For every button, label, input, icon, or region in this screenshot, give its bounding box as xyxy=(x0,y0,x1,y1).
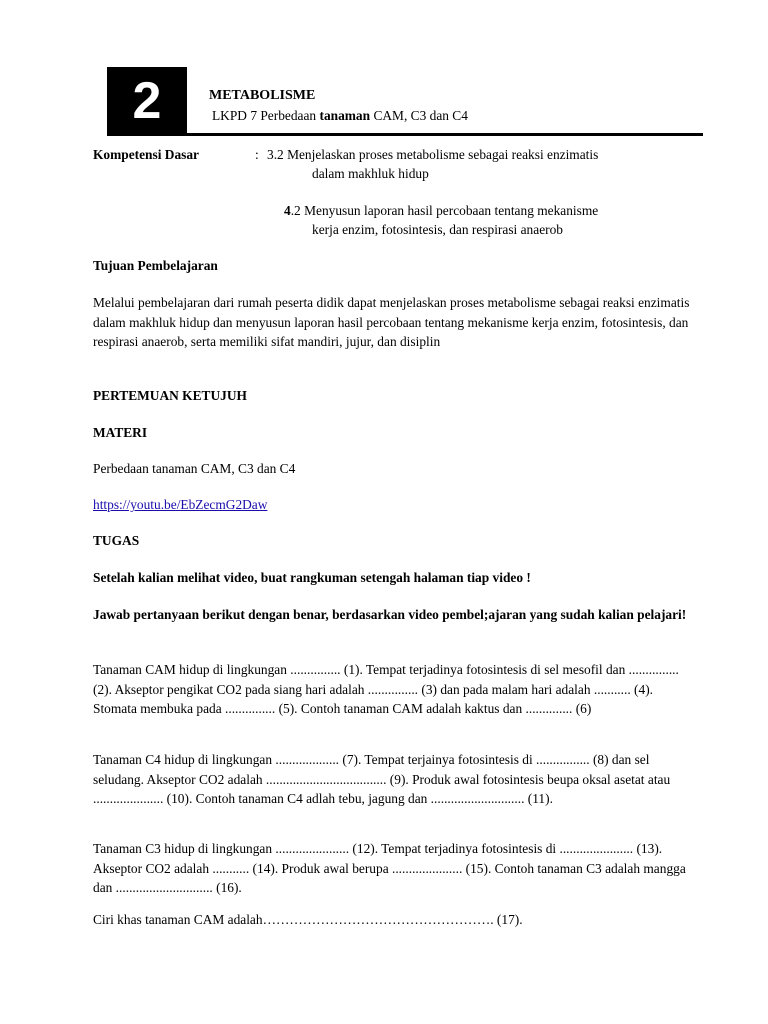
question-c4: Tanaman C4 hidup di lingkungan ................... (7). Tempat terjainya fotosintesis di ................ (8) dan sel seludang. Akseptor CO2 adalah .................................... (9). Produk awal fotosintesis beupa oksal asetat atau ..................... (10). Contoh tanaman C4 adlah tebu, jagung dan ............................ (11). xyxy=(93,752,671,806)
kd1-line2: dalam makhluk hidup xyxy=(312,166,429,181)
materi-text: Perbedaan tanaman CAM, C3 dan C4 xyxy=(93,461,296,476)
chapter-number-box xyxy=(107,67,187,135)
kd2-text: .2 Menyusun laporan hasil percobaan tentang mekanisme xyxy=(290,203,599,218)
materi-heading: MATERI xyxy=(93,425,148,440)
chapter-number: 2 xyxy=(132,72,162,130)
tujuan-text: Melalui pembelajaran dari rumah peserta didik dapat menjelaskan proses metabolisme sebagai reaksi enzimatis dalam makhluk hidup dan menyusun laporan hasil percobaan tentang mekanisme kerja enzim, fotosintesis, dan respirasi anaerob, serta memiliki sifat mandiri, jujur, dan disiplin xyxy=(93,295,690,349)
kompetensi-label: Kompetensi Dasar xyxy=(93,147,200,162)
question-ciri-cam: Ciri khas tanaman CAM adalah……………………………………………. (17). xyxy=(93,912,523,927)
pertemuan-heading: PERTEMUAN KETUJUH xyxy=(93,388,247,403)
tugas-heading: TUGAS xyxy=(93,533,140,548)
kd2-line1 xyxy=(284,203,598,219)
instruction-summary: Setelah kalian melihat video, buat rangkuman setengah halaman tiap video ! xyxy=(93,570,531,585)
header-rule xyxy=(107,133,703,136)
subtitle-pre: LKPD 7 Perbedaan xyxy=(212,108,320,123)
subtitle-post: CAM, C3 dan C4 xyxy=(370,108,468,123)
video-link[interactable]: https://youtu.be/EbZecmG2Daw xyxy=(93,497,268,512)
chapter-subtitle xyxy=(212,108,468,124)
kd2-number: 4 xyxy=(284,203,291,218)
question-c3: Tanaman C3 hidup di lingkungan ...................... (12). Tempat terjadinya fotosintesis di ...................... (13). Akseptor CO2 adalah ........... (14). Produk awal berupa ..................... (15). Contoh tanaman C3 adalah mangga dan ............................. (16). xyxy=(93,841,686,895)
tujuan-heading: Tujuan Pembelajaran xyxy=(93,258,218,273)
question-cam: Tanaman CAM hidup di lingkungan ............... (1). Tempat terjadinya fotosintesis di sel mesofil dan ............... (2). Akseptor pengikat CO2 pada siang hari adalah ............... (3) dan pada malam hari adalah ........... (4). Stomata membuka pada ............... (5). Contoh tanaman CAM adalah kaktus dan .............. (6) xyxy=(93,662,679,716)
kd1-line1: 3.2 Menjelaskan proses metabolisme sebagai reaksi enzimatis xyxy=(267,147,599,162)
kompetensi-colon: : xyxy=(255,147,259,162)
instruction-answer: Jawab pertanyaan berikut dengan benar, berdasarkan video pembel;ajaran yang sudah kalian pelajari! xyxy=(93,607,687,622)
subtitle-bold: tanaman xyxy=(319,108,371,123)
chapter-title: METABOLISME xyxy=(209,88,316,103)
kd2-line2: kerja enzim, fotosintesis, dan respirasi anaerob xyxy=(312,222,563,237)
